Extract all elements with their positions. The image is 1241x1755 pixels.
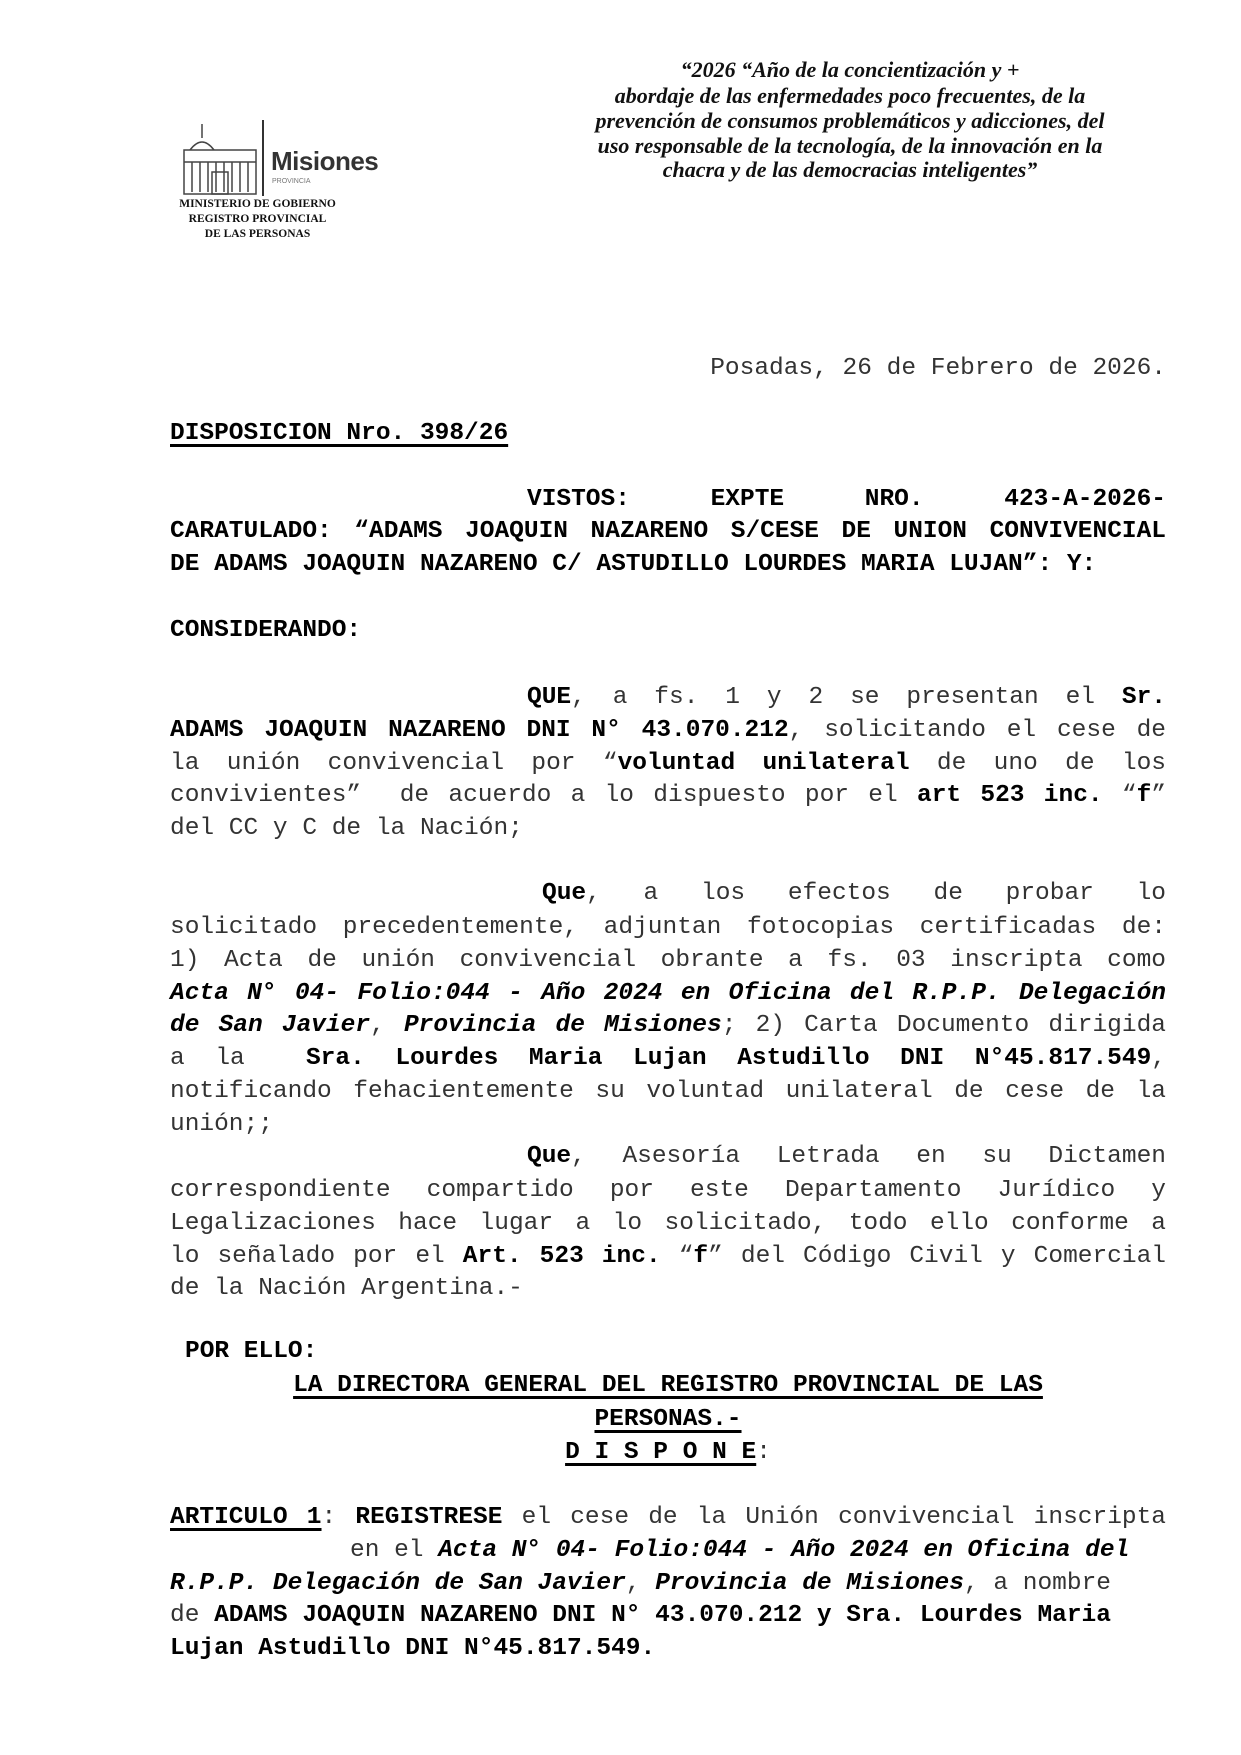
ministry-line: REGISTRO PROVINCIAL (188, 213, 327, 225)
text-run: unión;; (170, 1111, 273, 1138)
motto-line: abordaje de las enfermedades poco frecuentes, de la (614, 83, 1086, 108)
motto-line: “2026 “Año de la concientización y + (680, 57, 1020, 82)
text-line (350, 1535, 1166, 1567)
text-run: LA DIRECTORA GENERAL DEL REGISTRO PROVINCIAL DE LAS (293, 1372, 1043, 1399)
text-run: la unión convivencial por “ (170, 750, 618, 777)
text-run: de San Javier (170, 1012, 371, 1039)
text-run: D I S P O N E (565, 1439, 757, 1466)
text-run: 1) Acta de unión convivencial obrante a fs. 03 inscripta como (170, 947, 1166, 974)
text-line (170, 1633, 1166, 1665)
text-line (542, 878, 1166, 910)
text-run: Art. 523 inc. (462, 1243, 661, 1270)
text-run: QUE (527, 684, 572, 711)
text-run: a la (170, 1045, 306, 1072)
text-line (170, 353, 1166, 385)
text-run: f (693, 1243, 709, 1270)
logo-divider (262, 120, 264, 196)
text-run: CONSIDERANDO: (170, 617, 362, 644)
text-line (170, 418, 1166, 450)
text-run: correspondiente compartido por este Departamento Jurídico y (170, 1177, 1166, 1204)
text-run: Posadas, 26 de Febrero de 2026. (710, 355, 1166, 382)
text-line (170, 1502, 1166, 1534)
text-run: notificando fehacientemente su voluntad unilateral de cese de la (170, 1078, 1166, 1105)
text-run: REGISTRESE (355, 1504, 503, 1531)
text-line (170, 1404, 1166, 1436)
text-run: , a nombre (963, 1570, 1111, 1597)
text-run: Acta N° 04- Folio:044 - Año 2024 en Oficina del (438, 1537, 1130, 1564)
text-line (170, 780, 1166, 812)
text-run: f (1136, 782, 1152, 809)
text-line (170, 1273, 1166, 1305)
text-run: “ (660, 1243, 694, 1270)
text-run: Sr. (1121, 684, 1166, 711)
text-line (527, 484, 1166, 516)
text-line (170, 912, 1166, 944)
text-line (170, 615, 1166, 647)
text-run: R.P.P. Delegación de San Javier (170, 1570, 626, 1597)
text-run: ” del Código Civil y Comercial (708, 1243, 1166, 1270)
text-run: ADAMS JOAQUIN NAZARENO DNI N° 43.070.212 y Sra. Lourdes Maria (214, 1602, 1111, 1629)
text-line (170, 1370, 1166, 1402)
text-line (170, 813, 1166, 845)
text-line (185, 1336, 1166, 1368)
text-run: ” (1151, 782, 1167, 809)
text-run: Sra. Lourdes Maria Lujan Astudillo DNI N°45.817.549 (305, 1045, 1152, 1072)
government-building-icon (182, 120, 262, 198)
text-run: ; 2) Carta Documento dirigida (721, 1012, 1166, 1039)
text-run: de la Nación Argentina.- (170, 1275, 523, 1302)
text-line (170, 1175, 1166, 1207)
text-run: , a los efectos de probar lo (586, 880, 1166, 907)
text-run: DISPOSICION Nro. 398/26 (170, 420, 509, 447)
text-run: “ (1102, 782, 1137, 809)
text-run: PERSONAS.- (594, 1406, 742, 1433)
ministry-line: MINISTERIO DE GOBIERNO (179, 198, 336, 210)
text-run: ARTICULO 1 (170, 1504, 322, 1531)
text-run: solicitado precedentemente, adjuntan fotocopias certificadas de: (170, 914, 1166, 941)
text-run: DE ADAMS JOAQUIN NAZARENO C/ ASTUDILLO LOURDES MARIA LUJAN”: Y: (170, 551, 1097, 578)
text-line (170, 516, 1166, 548)
text-run: POR ELLO: (185, 1338, 318, 1365)
text-run: de (170, 1602, 215, 1629)
text-line (170, 1010, 1166, 1042)
text-line (170, 978, 1166, 1010)
text-run: art 523 inc. (917, 782, 1103, 809)
text-line (170, 1241, 1166, 1273)
text-run: convivientes” de acuerdo a lo dispuesto por el (170, 782, 917, 809)
text-run: Que (527, 1143, 572, 1170)
text-run: VISTOS: EXPTE NRO. 423-A-2026- (527, 486, 1166, 513)
text-run: , (370, 1012, 404, 1039)
text-run: lo señalado por el (170, 1243, 463, 1270)
text-line (170, 1437, 1166, 1469)
text-run: del CC y C de la Nación; (170, 815, 523, 842)
logo-subtitle: PROVINCIA (272, 178, 311, 185)
text-run: , Asesoría Letrada en su Dictamen (571, 1143, 1166, 1170)
text-line (170, 1109, 1166, 1141)
text-run: , (1151, 1045, 1166, 1072)
logo-name: Misiones (271, 146, 379, 176)
text-run: Provincia de Misiones (655, 1570, 964, 1597)
text-run: , (625, 1570, 656, 1597)
text-line (170, 715, 1166, 747)
text-run: Que (542, 880, 587, 907)
text-line (170, 748, 1166, 780)
text-line (170, 1600, 1166, 1632)
motto-line: chacra y de las democracias inteligentes” (662, 157, 1038, 182)
text-run: Lujan Astudillo DNI N°45.817.549. (170, 1635, 656, 1662)
motto-line: uso responsable de la tecnología, de la innovación en la (597, 133, 1103, 158)
text-run: voluntad unilateral (617, 750, 910, 777)
text-run: , a fs. 1 y 2 se presentan el (571, 684, 1122, 711)
text-line (170, 549, 1166, 581)
text-run: , solicitando el cese de (788, 717, 1166, 744)
text-run: Acta N° 04- Folio:044 - Año 2024 en Oficina del R.P.P. Delegación (170, 980, 1166, 1007)
text-line (170, 1208, 1166, 1240)
text-line (170, 945, 1166, 977)
text-line (527, 682, 1166, 714)
text-run: Legalizaciones hace lugar a lo solicitado, todo ello conforme a (170, 1210, 1166, 1237)
text-run: el cese de la Unión convivencial inscripta (502, 1504, 1167, 1531)
ministry-line: DE LAS PERSONAS (204, 228, 311, 240)
text-line (170, 1568, 1166, 1600)
text-run: en el (350, 1537, 439, 1564)
text-run: CARATULADO: “ADAMS JOAQUIN NAZARENO S/CESE DE UNION CONVIVENCIAL (170, 518, 1166, 545)
motto-line: prevención de consumos problemáticos y adicciones, del (595, 108, 1105, 133)
text-line (170, 1076, 1166, 1108)
text-run: Provincia de Misiones (403, 1012, 722, 1039)
misiones-logo (182, 120, 402, 200)
text-run: ADAMS JOAQUIN NAZARENO DNI N° 43.070.212 (170, 717, 789, 744)
text-run: : (756, 1439, 771, 1466)
text-run: : (321, 1504, 356, 1531)
text-line (527, 1141, 1166, 1173)
text-line (170, 1043, 1166, 1075)
text-run: de uno de los (909, 750, 1166, 777)
